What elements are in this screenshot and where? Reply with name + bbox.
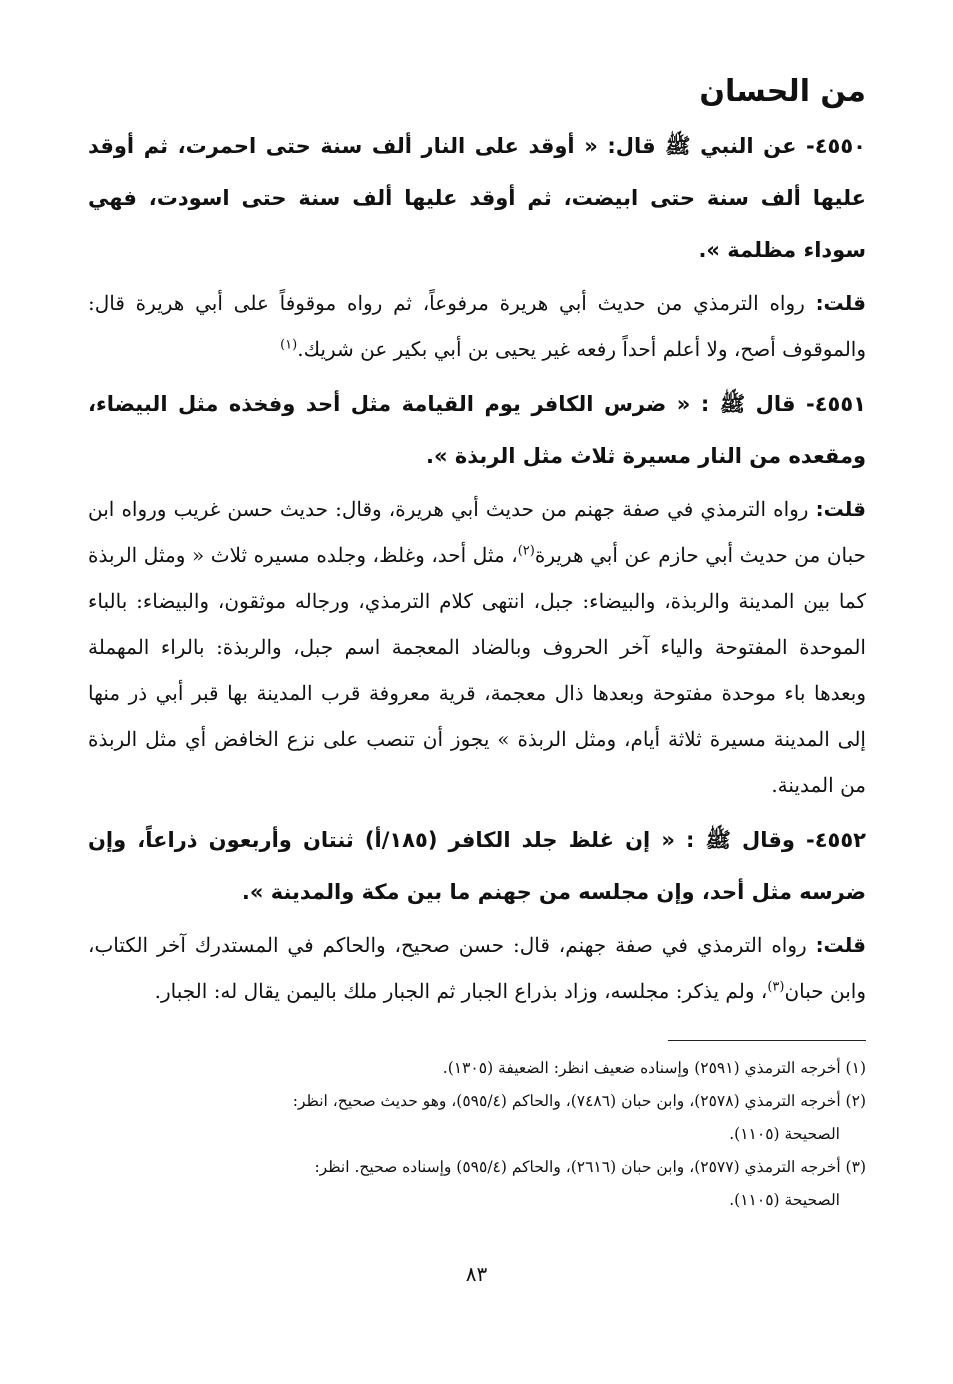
footnote-1 [88, 1052, 866, 1085]
footnote-divider [668, 1040, 866, 1041]
comment-text: رواه الترمذي من حديث أبي هريرة مرفوعاً، ثم رواه موقوفاً على أبي هريرة قال: والموقوف أصح، ولا أعلم أحداً رفعه غير يحيى بن أبي بكير عن شريك. [88, 291, 866, 361]
footnotes [88, 1052, 866, 1217]
comment-4551 [88, 486, 866, 808]
section-title: من الحسان [699, 74, 866, 109]
footnote-continuation: الصحيحة (١١٠٥). [729, 1191, 840, 1209]
footnote-text: (٢) أخرجه الترمذي (٢٥٧٨)، وابن حبان (٧٤٨٦)، والحاكم (٥٩٥/٤)، وهو حديث صحيح، انظر: [292, 1092, 866, 1110]
footnote-mark-3: (٣) [767, 979, 785, 995]
page-number: ٨٣ [465, 1262, 488, 1286]
comment-text: ، مثل أحد، وغلظ، وجلده مسيره ثلاث « ومثل الربذة كما بين المدينة والربذة، والبيضاء: جبل، انتهى كلام الترمذي، ورجاله موثقون، والبيضاء: بالباء الموحدة المفتوحة والياء آخر الحروف وبالضاد المعجمة اسم جبل، والربذة: بالراء المهملة وبعدها باء موحدة مفتوحة وبعدها ذال معجمة، قرية معروفة قرب المدينة بها قبر أبي ذر منها إلى المدينة مسيرة ثلاثة أيام، ومثل الربذة » يجوز أن تنصب على نزع الخافض أي مثل الربذة من المدينة. [88, 543, 866, 797]
page-body [88, 66, 866, 1020]
hadith-4550: ٤٥٥٠- عن النبي ﷺ قال: « أوقد على النار ألف سنة حتى احمرت، ثم أوقد عليها ألف سنة حتى ابيضت، ثم أوقد عليها ألف سنة حتى اسودت، فهي سوداء مظلمة ». [88, 134, 866, 262]
comment-lead: قلت: [815, 933, 866, 957]
footnote-text: (١) أخرجه الترمذي (٢٥٩١) وإسناده ضعيف انظر: الضعيفة (١٣٠٥). [442, 1059, 866, 1077]
comment-lead: قلت: [815, 291, 866, 315]
comment-text: رواه الترمذي في صفة جهنم، قال: حسن صحيح، والحاكم في المستدرك آخر الكتاب، وابن حبان [88, 933, 866, 1003]
footnote-3 [88, 1151, 866, 1217]
footnote-mark-2: (٢) [517, 543, 535, 559]
footnote-text: (٣) أخرجه الترمذي (٢٥٧٧)، وابن حبان (٢٦١٦)، والحاكم (٥٩٥/٤) وإسناده صحيح. انظر: [314, 1158, 866, 1176]
comment-4550 [88, 280, 866, 372]
comment-text: ، ولم يذكر: مجلسه، وزاد بذراع الجبار ثم الجبار ملك باليمن يقال له: الجبار. [154, 979, 768, 1003]
footnote-2 [88, 1085, 866, 1151]
hadith-4552: ٤٥٥٢- وقال ﷺ : « إن غلظ جلد الكافر (١٨٥/أ) ثنتان وأربعون ذراعاً، وإن ضرسه مثل أحد، وإن مجلسه من جهنم ما بين مكة والمدينة ». [88, 828, 866, 904]
comment-4552 [88, 922, 866, 1014]
footnote-continuation: الصحيحة (١١٠٥). [729, 1125, 840, 1143]
comment-lead: قلت: [815, 497, 867, 521]
hadith-4551: ٤٥٥١- قال ﷺ : « ضرس الكافر يوم القيامة مثل أحد وفخذه مثل البيضاء، ومقعده من النار مسيرة ثلاث مثل الربذة ». [88, 392, 866, 468]
comment-text: رواه الترمذي في صفة جهنم من حديث أبي هريرة، وقال: حديث حسن غريب ورواه ابن حبان من حديث أبي حازم عن أبي هريرة [88, 497, 866, 567]
footnote-mark-1: (١) [280, 337, 298, 353]
